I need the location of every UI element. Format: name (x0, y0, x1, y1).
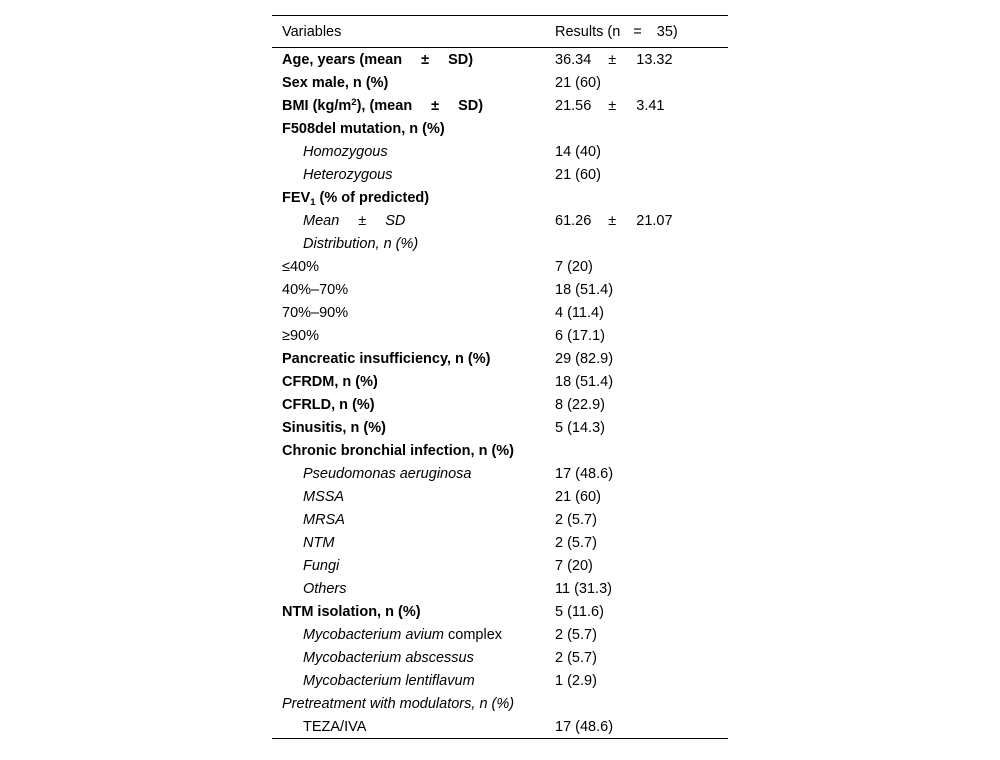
row-value: 2 (5.7) (555, 511, 597, 528)
row-value: 11 (31.3) (555, 580, 612, 597)
row-value: 5 (14.3) (555, 419, 605, 436)
row-value: 2 (5.7) (555, 534, 597, 551)
table-row-cfrdm (272, 370, 728, 393)
table-row-f508del (272, 117, 728, 140)
table-row-fev-70-90 (272, 301, 728, 324)
row-value: 8 (22.9) (555, 396, 605, 413)
row-label: F508del mutation, n (%) (282, 120, 445, 137)
row-value: 36.34 ± 13.32 (555, 51, 673, 68)
table-row-pseudomonas (272, 462, 728, 485)
header-results: Results (n = 35) (555, 23, 678, 40)
row-value: 18 (51.4) (555, 373, 614, 390)
row-label: Distribution, n (%) (303, 235, 419, 252)
table-row-fev1-mean (272, 209, 728, 232)
table-row-mrsa (272, 508, 728, 531)
row-value: 17 (48.6) (555, 718, 614, 735)
table-row-ntm (272, 531, 728, 554)
row-value: 21.56 ± 3.41 (555, 97, 665, 114)
row-value: 21 (60) (555, 166, 601, 183)
table-row-fev-le40 (272, 255, 728, 278)
row-value: 61.26 ± 21.07 (555, 212, 673, 229)
table-row-mac (272, 623, 728, 646)
row-value: 1 (2.9) (555, 672, 597, 689)
row-label: TEZA/IVA (303, 718, 367, 735)
table-row-sex (272, 71, 728, 94)
row-label: Sex male, n (%) (282, 74, 389, 91)
table-row-homozygous (272, 140, 728, 163)
characteristics-table (272, 15, 728, 739)
table-row-others (272, 577, 728, 600)
row-value: 6 (17.1) (555, 327, 605, 344)
row-label: Homozygous (303, 143, 388, 160)
row-label: Mycobacterium lentiflavum (303, 672, 475, 689)
row-value: 21 (60) (555, 488, 601, 505)
table-row-pancreatic (272, 347, 728, 370)
row-label: 40%–70% (282, 281, 349, 298)
table-row-distribution (272, 232, 728, 255)
row-label: CFRDM, n (%) (282, 373, 378, 390)
row-value: 5 (11.6) (555, 603, 604, 620)
row-value: 21 (60) (555, 74, 601, 91)
table-row-lentiflavum (272, 669, 728, 692)
row-label: $FEV_1$ (% of predicted) (282, 189, 430, 208)
header-variables: Variables (282, 23, 342, 40)
table-row-fev-ge90 (272, 324, 728, 347)
row-label: Mycobacterium avium complex (303, 626, 503, 643)
row-label: MRSA (303, 511, 345, 528)
row-label: Chronic bronchial infection, n (%) (282, 442, 514, 459)
row-value: 14 (40) (555, 143, 601, 160)
table-row-cfrld (272, 393, 728, 416)
row-label: Mycobacterium abscessus (303, 649, 474, 666)
table-row-bmi (272, 94, 728, 117)
table-row-fungi (272, 554, 728, 577)
row-label: Others (303, 580, 347, 597)
row-label: Mean ± SD (303, 212, 406, 229)
table-row-mssa (272, 485, 728, 508)
table-row-teza-iva (272, 715, 728, 738)
row-value: 17 (48.6) (555, 465, 614, 482)
row-label: ≥90% (282, 327, 319, 344)
row-value: 2 (5.7) (555, 626, 597, 643)
row-value: 29 (82.9) (555, 350, 614, 367)
table-row-fev1 (272, 186, 728, 209)
table-row-fev-40-70 (272, 278, 728, 301)
row-label: CFRLD, n (%) (282, 396, 375, 413)
row-value: 4 (11.4) (555, 304, 604, 321)
table-row-heterozygous (272, 163, 728, 186)
row-label: Pseudomonas aeruginosa (303, 465, 472, 482)
table-row-sinusitis (272, 416, 728, 439)
row-value: 7 (20) (555, 258, 593, 275)
table-header (272, 16, 728, 48)
table-row-chronic-infection (272, 439, 728, 462)
row-label: Age, years (mean ± SD) (282, 51, 474, 68)
row-label: BMI $(kg/m^2)$, (mean ± SD) (282, 96, 484, 114)
table-row-pretreatment (272, 692, 728, 715)
row-label: MSSA (303, 488, 345, 505)
row-label: Fungi (303, 557, 340, 574)
row-value: 2 (5.7) (555, 649, 597, 666)
row-label: Sinusitis, n (%) (282, 419, 386, 436)
table-row-age (272, 48, 728, 71)
table-row-ntm-isolation (272, 600, 728, 623)
row-label: NTM (303, 534, 335, 551)
row-label: Pretreatment with modulators, n (%) (282, 695, 515, 712)
row-label: Pancreatic insufficiency, n (%) (282, 350, 491, 367)
row-label: 70%–90% (282, 304, 349, 321)
row-label: ≤40% (282, 258, 319, 275)
table-row-abscessus (272, 646, 728, 669)
row-value: 18 (51.4) (555, 281, 614, 298)
row-label: Heterozygous (303, 166, 393, 183)
row-label: NTM isolation, n (%) (282, 603, 421, 620)
row-value: 7 (20) (555, 557, 593, 574)
